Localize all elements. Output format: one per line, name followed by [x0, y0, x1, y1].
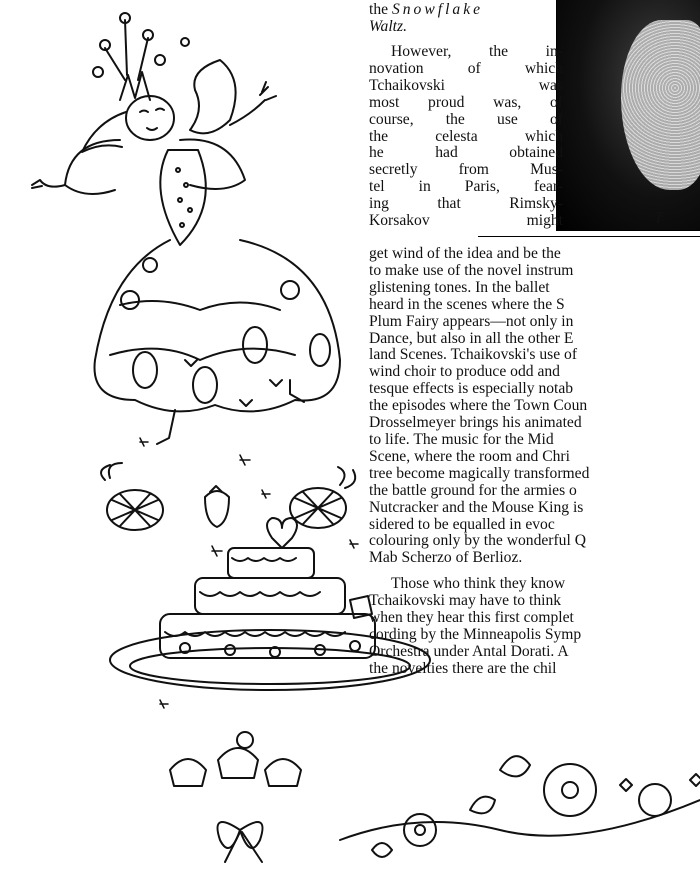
text-line: most proud was, of [369, 93, 563, 111]
text-line: the battle ground for the armies o [369, 481, 577, 499]
text-line: Mab Scherzo of Berlioz. [369, 549, 523, 567]
article-top [369, 2, 563, 36]
text-line: Nutcracker and the Mouse King is [369, 498, 584, 516]
text-line: to make use of the novel instrum [369, 261, 574, 279]
text-line: the novelties there are the chil [369, 659, 557, 677]
text-line: the celesta which [369, 127, 563, 145]
text-line: wind choir to produce odd and [369, 363, 560, 381]
text-line: Scene, where the room and Chri [369, 447, 570, 465]
star-icon [140, 438, 358, 708]
text-line: Plum Fairy appears—not only in [369, 312, 574, 330]
text-line: sidered to be equalled in evoc [369, 515, 555, 533]
text-line: Drosselmeyer brings his animated [369, 414, 582, 432]
text-line: to life. The music for the Mid [369, 430, 554, 448]
text-line: Tchaikovski may have to think [369, 591, 562, 609]
portrait-photo [556, 0, 700, 231]
text-segment: Snowflake [391, 1, 484, 18]
text-line: land Scenes. Tchaikovski's use of [369, 346, 578, 364]
fairy-icon [32, 60, 340, 444]
text-line: However, the in- [391, 43, 563, 60]
article-paragraph-1-wide [369, 246, 700, 567]
text-line: novation of which [369, 59, 563, 77]
portrait-face [621, 20, 700, 190]
flower-border-icon [340, 756, 700, 857]
bow-icon [218, 822, 263, 862]
text-line: Dance, but also in all the other E [369, 329, 574, 347]
text-line: he had obtained [369, 144, 563, 162]
text-line [369, 2, 563, 19]
text-line: tesque effects is especially notab [369, 380, 574, 398]
text-line: cording by the Minneapolis Symp [369, 625, 582, 643]
text-line: tel in Paris, fear- [369, 178, 563, 196]
text-line: heard in the scenes where the S [369, 295, 565, 313]
text-segment: the [369, 1, 392, 18]
article-paragraph-1-narrow [369, 44, 563, 230]
cupcake-icon [170, 732, 301, 786]
text-line: colouring only by the wonderful Q [369, 532, 586, 550]
text-line: the episodes where the Town Coun [369, 397, 588, 415]
text-line: when they hear this first complet [369, 608, 574, 626]
caption-rule [478, 236, 700, 237]
text-line: glistening tones. In the ballet [369, 278, 550, 296]
flower-crown-icon [93, 13, 189, 100]
text-line: Those who think they know [391, 575, 566, 592]
text-line: secretly from Mus- [369, 161, 563, 179]
text-line: Tchaikovski was [369, 76, 563, 94]
article-paragraph-2 [369, 576, 700, 677]
strawberry-icon [205, 486, 229, 527]
photo-caption: T [654, 208, 666, 227]
text-line: ing that Rimsky- [369, 195, 563, 213]
text-segment: Waltz. [369, 17, 407, 35]
text-line: tree become magically transformed [369, 464, 590, 482]
text-line: Orchestra under Antal Dorati. A [369, 642, 569, 660]
text-line: get wind of the idea and be the [369, 245, 561, 262]
text-line [369, 19, 563, 36]
text-line: course, the use of [369, 110, 563, 128]
text-line: Korsakov might [369, 212, 563, 230]
